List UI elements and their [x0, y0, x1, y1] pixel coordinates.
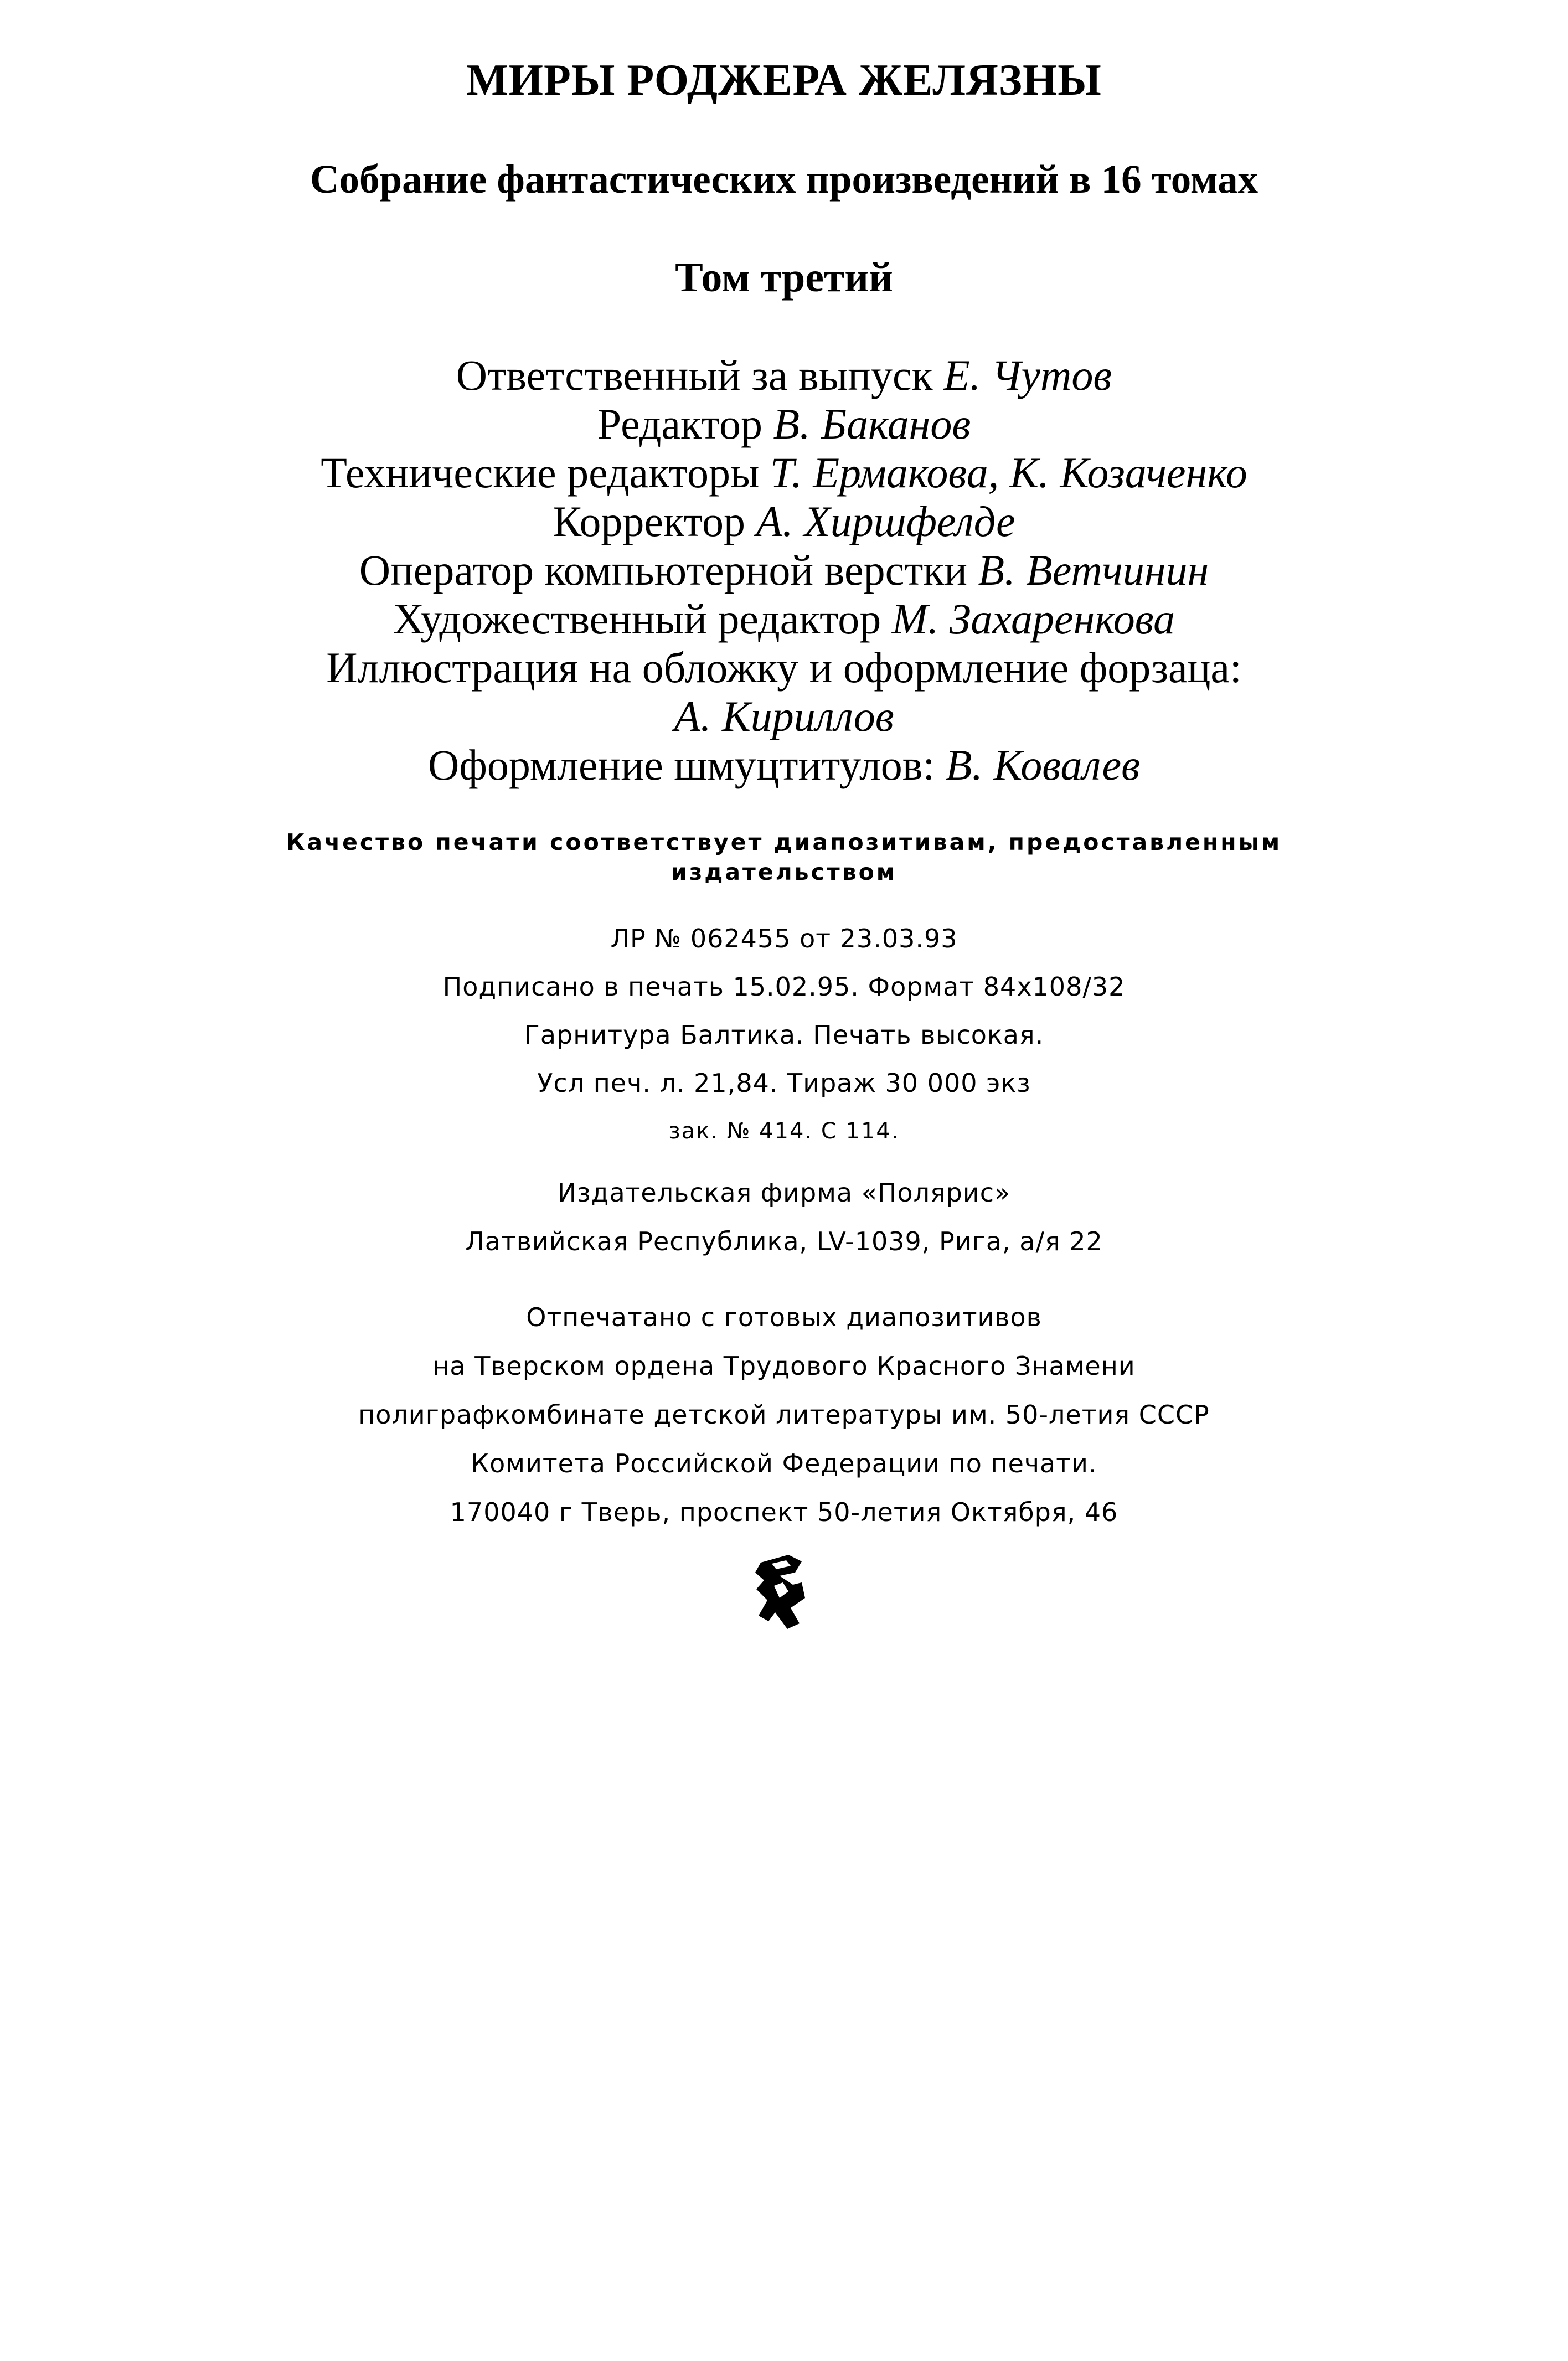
- credit-role: Иллюстрация на обложку и оформление форзаца:: [326, 643, 1242, 692]
- credit-name: М. Захаренкова: [891, 595, 1175, 643]
- signed-line: Подписано в печать 15.02.95. Формат 84х108/32: [442, 972, 1126, 1002]
- publisher-name: Издательская фирма «Полярис»: [557, 1178, 1011, 1208]
- credit-name: В. Ветчинин: [978, 546, 1209, 594]
- typeface-line: Гарнитура Балтика. Печать высокая.: [524, 1020, 1044, 1050]
- credit-line: [0, 400, 1568, 449]
- series-title: МИРЫ РОДЖЕРА ЖЕЛЯЗНЫ: [466, 56, 1102, 105]
- credit-name: В. Ковалев: [945, 741, 1140, 789]
- credit-line: [0, 497, 1568, 546]
- credit-role: Редактор: [597, 400, 762, 448]
- credit-line: [0, 546, 1568, 595]
- credit-name: Е. Чутов: [943, 351, 1112, 399]
- credit-line: [0, 692, 1568, 741]
- quality-note-line: Качество печати соответствует диапозитивам, предоставленным: [286, 829, 1282, 855]
- credit-line: [0, 595, 1568, 643]
- credit-line: [0, 741, 1568, 790]
- printer-line: Отпечатано с готовых диапозитивов: [526, 1302, 1042, 1332]
- credit-name: А. Хиршфелде: [756, 497, 1015, 545]
- volume-title: Том третий: [675, 254, 893, 301]
- printer-logo-icon: [740, 1550, 823, 1633]
- imprint-block: [0, 827, 1568, 1156]
- order-line: зак. № 414. С 114.: [668, 1118, 900, 1144]
- credit-line: [0, 449, 1568, 497]
- publisher-address: Латвийская Республика, LV-1039, Рига, а/я 22: [465, 1226, 1103, 1256]
- credit-line: [0, 643, 1568, 692]
- printer-block: [0, 1293, 1568, 1537]
- printer-line: на Тверском ордена Трудового Красного Знамени: [432, 1351, 1136, 1381]
- credit-name: Т. Ермакова, К. Козаченко: [770, 449, 1247, 497]
- credit-role: Технические редакторы: [321, 449, 760, 497]
- printer-line: 170040 г Тверь, проспект 50-летия Октября, 46: [450, 1497, 1118, 1527]
- credit-role: Оформление шмуцтитулов:: [428, 741, 935, 789]
- credits-block: [0, 351, 1568, 790]
- quality-note: [0, 827, 1568, 887]
- collection-title: Собрание фантастических произведений в 16 томах: [310, 157, 1258, 202]
- credit-role: Художественный редактор: [393, 595, 881, 643]
- publisher-block: [0, 1168, 1568, 1266]
- credit-line: [0, 351, 1568, 400]
- credit-role: Ответственный за выпуск: [456, 351, 933, 399]
- credit-role: Корректор: [553, 497, 745, 545]
- credit-role: Оператор компьютерной верстки: [359, 546, 967, 594]
- quality-note-line: издательством: [670, 859, 898, 885]
- sheets-line: Усл печ. л. 21,84. Тираж 30 000 экз: [537, 1068, 1031, 1098]
- credit-name: А. Кириллов: [674, 692, 894, 740]
- printer-line: Комитета Российской Федерации по печати.: [471, 1448, 1097, 1478]
- printer-line: полиграфкомбинате детской литературы им. 50-летия СССР: [358, 1400, 1210, 1430]
- credit-name: В. Баканов: [773, 400, 971, 448]
- license-line: ЛР № 062455 от 23.03.93: [610, 924, 958, 953]
- technical-details: [0, 915, 1568, 1156]
